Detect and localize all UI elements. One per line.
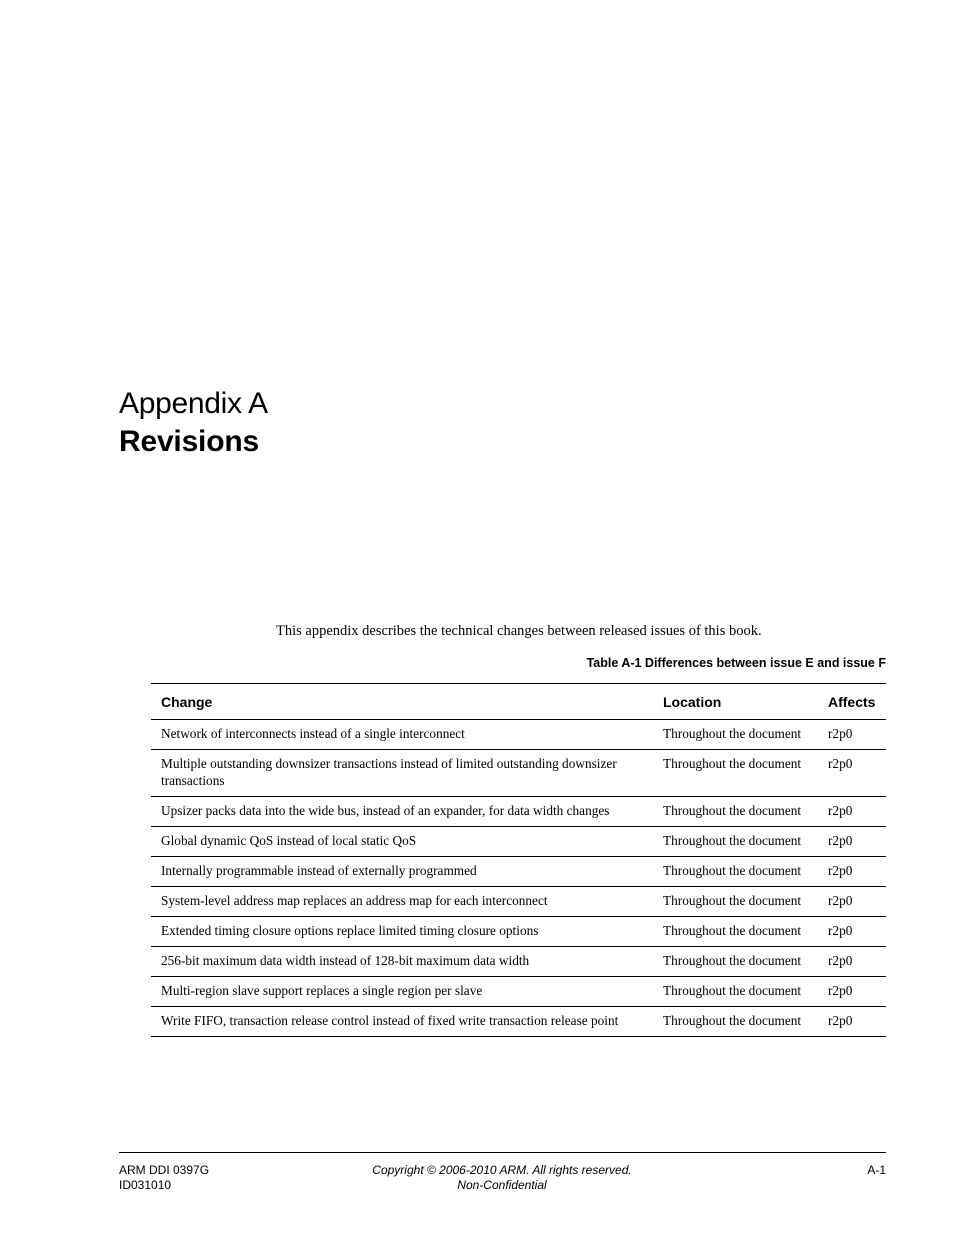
cell-location: Throughout the document <box>653 1007 818 1037</box>
cell-affects: r2p0 <box>818 857 886 887</box>
footer-doc-number: ARM DDI 0397G <box>119 1163 210 1177</box>
cell-location: Throughout the document <box>653 750 818 797</box>
header-affects: Affects <box>818 684 886 720</box>
cell-location: Throughout the document <box>653 977 818 1007</box>
cell-change: Multiple outstanding downsizer transactions instead of limited outstanding downsizer transactions <box>151 750 653 797</box>
cell-location: Throughout the document <box>653 827 818 857</box>
cell-affects: r2p0 <box>818 720 886 750</box>
cell-location: Throughout the document <box>653 857 818 887</box>
cell-location: Throughout the document <box>653 917 818 947</box>
header-row <box>151 684 886 720</box>
cell-location: Throughout the document <box>653 720 818 750</box>
table-row <box>151 857 886 887</box>
appendix-title: Revisions <box>119 425 259 458</box>
cell-change: 256-bit maximum data width instead of 128-bit maximum data width <box>151 947 653 977</box>
cell-location: Throughout the document <box>653 797 818 827</box>
revisions-table <box>151 683 886 1037</box>
cell-change: Upsizer packs data into the wide bus, instead of an expander, for data width changes <box>151 797 653 827</box>
cell-affects: r2p0 <box>818 1007 886 1037</box>
intro-paragraph: This appendix describes the technical changes between released issues of this book. <box>276 623 762 639</box>
footer-legal <box>352 1163 652 1193</box>
table-header <box>151 684 886 720</box>
table-row <box>151 1007 886 1037</box>
table-row <box>151 827 886 857</box>
footer-confidentiality: Non-Confidential <box>457 1178 547 1192</box>
cell-affects: r2p0 <box>818 917 886 947</box>
footer-page-number: A-1 <box>867 1163 886 1177</box>
cell-change: Network of interconnects instead of a single interconnect <box>151 720 653 750</box>
header-change: Change <box>151 684 653 720</box>
footer-copyright: Copyright © 2006-2010 ARM. All rights reserved. <box>372 1163 632 1177</box>
cell-location: Throughout the document <box>653 947 818 977</box>
cell-change: Internally programmable instead of externally programmed <box>151 857 653 887</box>
cell-affects: r2p0 <box>818 977 886 1007</box>
cell-location: Throughout the document <box>653 887 818 917</box>
footer-doc-id: ID031010 <box>119 1178 172 1192</box>
cell-change: Global dynamic QoS instead of local static QoS <box>151 827 653 857</box>
table-row <box>151 947 886 977</box>
footer-divider <box>119 1152 886 1153</box>
cell-change: Multi-region slave support replaces a single region per slave <box>151 977 653 1007</box>
table-row <box>151 720 886 750</box>
cell-affects: r2p0 <box>818 797 886 827</box>
cell-affects: r2p0 <box>818 887 886 917</box>
table-body <box>151 720 886 1037</box>
table-row <box>151 750 886 797</box>
cell-change: Write FIFO, transaction release control instead of fixed write transaction release point <box>151 1007 653 1037</box>
table-row <box>151 887 886 917</box>
cell-change: System-level address map replaces an address map for each interconnect <box>151 887 653 917</box>
cell-change: Extended timing closure options replace limited timing closure options <box>151 917 653 947</box>
footer-doc-info <box>119 1163 209 1193</box>
cell-affects: r2p0 <box>818 947 886 977</box>
appendix-label: Appendix A <box>119 387 268 420</box>
cell-affects: r2p0 <box>818 750 886 797</box>
table-caption: Table A-1 Differences between issue E and issue F <box>586 656 886 670</box>
table-row <box>151 797 886 827</box>
header-location: Location <box>653 684 818 720</box>
table-row <box>151 917 886 947</box>
cell-affects: r2p0 <box>818 827 886 857</box>
table-row <box>151 977 886 1007</box>
